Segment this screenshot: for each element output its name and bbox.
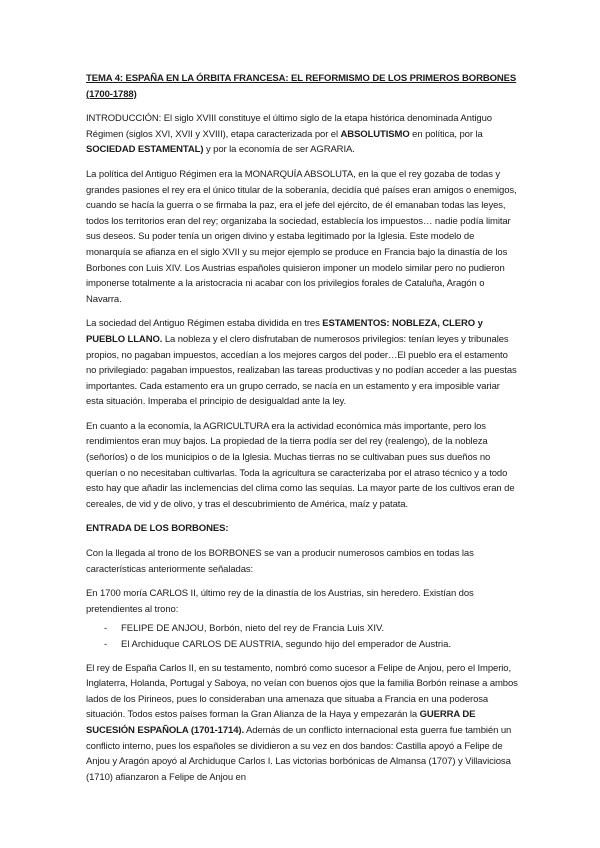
pretendientes-list xyxy=(86,621,518,652)
text-run: y por la economía de ser AGRARIA. xyxy=(203,144,355,156)
paragraph-guerra-sucesion xyxy=(86,661,518,786)
text-run: Además de un conflicto internacional esta guerra fue también un conflicto interno, pues los españoles se dividieron a su vez en dos bandos: Castilla apoyó a Felipe de Anjou y Aragón apoyó al Archiduque Carlos I. Las victorias borbónicas de Almansa (1707) y Villaviciosa (1710) afianzaron a Felipe de Anjou en xyxy=(86,724,512,783)
paragraph-monarquia-absoluta: La política del Antiguo Régimen era la MONARQUÍA ABSOLUTA, en la que el rey gozaba de todas y grandes pasiones el rey era el único titular de la soberanía, decidía qué países eran amigos o enemigos, cuando se hacía la guerra o se firmaba la paz, era el jefe del ejército, de él emanaban todas las leyes, todos los territorios eran del rey; organizaba la sociedad, establecía los impuestos… nadie podía limitar sus deseos. Su poder tenía un origen divino y estaba legitimado por la Iglesia. Este modelo de monarquía se afianza en el siglo XVII y su mejor ejemplo se produce en Francia bajo la dinastía de los Borbones con Luis XIV. Los Austrias españoles quisieron imponer un modelo similar pero no pudieron imponerse totalmente a la aristocracia ni acabar con los privilegios forales de Cataluña, Aragón o Navarra. xyxy=(86,168,517,305)
paragraph-introduccion xyxy=(86,111,518,158)
text-run: La nobleza y el clero disfrutaban de numerosos privilegios: tenían leyes y tribunales propios, no pagaban impuestos, accedían a los mejores cargos del poder…El pueblo era el estamento no privilegiado: pagaban impuestos, realizaban las tareas productivas y no podían acceder a las puestas importantes. Cada estamento era un grupo cerrado, se nacía en un estamento y era imposible variar esta situación. Imperaba el principio de desigualdad ante la ley. xyxy=(86,333,517,408)
bold-estamentos: ESTAMENTOS: NOBLEZA, CLERO y PUEBLO LLANO. xyxy=(86,318,483,345)
document-title: TEMA 4: ESPAÑA EN LA ÓRBITA FRANCESA: EL REFORMISMO DE LOS PRIMEROS BORBONES (1700-1788) xyxy=(86,73,517,100)
bold-sociedad-estamental: SOCIEDAD ESTAMENTAL) xyxy=(86,144,204,156)
paragraph-carlos-ii: En 1700 moría CARLOS II, último rey de la dinastía de los Austrias, sin heredero. Existían dos pretendientes al trono: xyxy=(86,588,474,615)
paragraph-estamentos xyxy=(86,316,518,410)
document-body xyxy=(86,71,518,794)
paragraph-agricultura: En cuanto a la economía, la AGRICULTURA era la actividad económica más importante, pero los rendimientos eran muy bajos. La propiedad de la tierra podía ser del rey (realengo), de la nobleza (señoríos) o de los municipios o de la Iglesia. Muchas tierras no se cultivaban pues sus dueños no querían o no necesitaban cultivarlas. Toda la agricultura se caracterizaba por el atraso técnico y a todo esto hay que añadir las inclemencias del clima como las sequías. La mayor parte de los cultivos eran de cereales, de vid y de olivo, y tras el descubrimiento de América, maíz y patata. xyxy=(86,420,515,510)
bold-absolutismo: ABSOLUTISMO xyxy=(340,128,410,140)
paragraph-llegada-borbones: Con la llegada al trono de los BORBONES se van a producir numerosos cambios en todas las características anteriormente señaladas: xyxy=(86,548,474,575)
text-run: La sociedad del Antiguo Régimen estaba dividida en tres xyxy=(86,318,323,330)
text-run: El rey de España Carlos II, en su testamento, nombró como sucesor a Felipe de Anjou, pero el Imperio, Inglaterra, Holanda, Portugal y Saboya, no veían con buenos ojos que la familia Borbón reinase a ambos lados de los Pirineos, pues lo consideraban una amenaza que situaba a Francia en una poderosa situación. Todos estos países forman la Gran Alianza de la Haya y empezarán la xyxy=(86,662,518,721)
list-item: - FELIPE DE ANJOU, Borbón, nieto del rey de Francia Luis XIV. xyxy=(86,621,518,637)
text-run: en política, por la xyxy=(409,128,483,140)
section-heading-entrada-borbones: ENTRADA DE LOS BORBONES: xyxy=(86,523,229,535)
list-item: - El Archiduque CARLOS DE AUSTRIA, segundo hijo del emperador de Austria. xyxy=(86,637,518,653)
bold-guerra-sucesion: GUERRA DE SUCESIÓN ESPAÑOLA (1701-1714). xyxy=(86,709,476,736)
text-run: INTRODUCCIÓN: El siglo XVIII constituye el último siglo de la etapa histórica denominada Antiguo Régimen (siglos XVI, XVII y XVIII), etapa caracterizada por el xyxy=(86,113,492,140)
